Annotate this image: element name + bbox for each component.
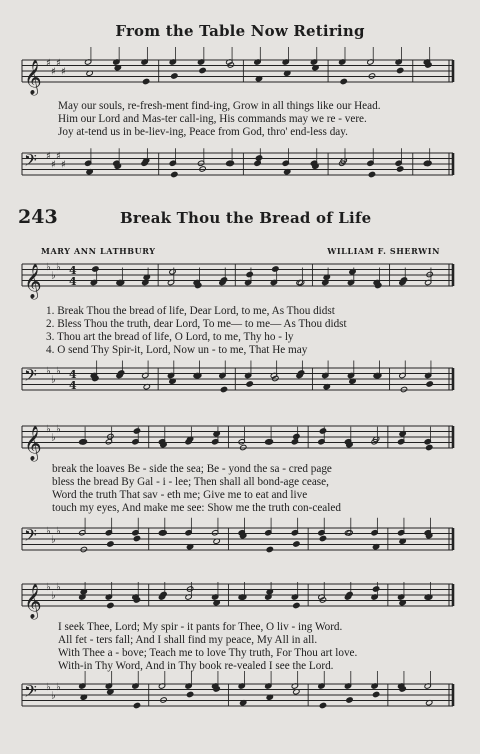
- note-head: [240, 444, 247, 450]
- treble-staff: [0, 576, 480, 626]
- note-head: [142, 78, 149, 84]
- verse-line: bless the bread By Gal - i - lee; Then shall all bond-age cease,: [52, 476, 329, 488]
- treble-staff: [0, 256, 480, 306]
- treble-clef-icon: 𝄞: [24, 584, 42, 619]
- sharp-icon: ♯: [56, 58, 61, 69]
- note-head: [372, 586, 379, 592]
- note-head: [186, 691, 193, 697]
- sharp-icon: ♯: [46, 151, 51, 162]
- verse-line: All fet - ters fall; And I shall find my peace, My All in all.: [58, 634, 318, 646]
- note-head: [319, 597, 326, 603]
- flat-icon: ♭: [51, 432, 56, 444]
- note-head: [368, 171, 375, 177]
- flat-icon: ♭: [51, 270, 56, 282]
- note-head: [220, 277, 227, 283]
- note-head: [297, 370, 304, 376]
- note-head: [293, 602, 300, 608]
- note-head: [160, 697, 167, 703]
- note-head: [346, 697, 353, 703]
- flat-icon: ♭: [51, 590, 56, 602]
- hymn-title: Break Thou the Bread of Life: [120, 209, 372, 227]
- flat-icon: ♭: [46, 682, 51, 693]
- note-head: [293, 541, 300, 547]
- bass-clef-icon: 𝄢: [24, 150, 37, 174]
- note-head: [319, 428, 326, 434]
- note-head: [133, 535, 140, 541]
- sharp-icon: ♯: [51, 159, 56, 171]
- note-head: [255, 155, 262, 161]
- flat-icon: ♭: [56, 366, 61, 377]
- note-head: [319, 702, 326, 708]
- verse-line: 4. O send Thy Spir-it, Lord, Now un - to me, That He may: [46, 344, 308, 356]
- sharp-icon: ♯: [51, 66, 56, 78]
- note-head: [340, 78, 347, 84]
- flat-icon: ♭: [46, 526, 51, 537]
- note-head: [160, 591, 167, 597]
- hymn-title-top: From the Table Now Retiring: [115, 22, 365, 40]
- note-head: [272, 375, 279, 381]
- sharp-icon: ♯: [46, 58, 51, 69]
- bass-clef-icon: 𝄢: [24, 365, 37, 389]
- note-head: [266, 546, 273, 552]
- flat-icon: ♭: [56, 682, 61, 693]
- treble-clef-icon: 𝄞: [24, 426, 42, 461]
- note-head: [372, 691, 379, 697]
- flat-icon: ♭: [46, 366, 51, 377]
- flat-icon: ♭: [46, 262, 51, 273]
- lyricist-credit: MARY ANN LATHBURY: [41, 246, 156, 256]
- note-head: [107, 541, 114, 547]
- bass-staff: [0, 360, 480, 410]
- note-head: [107, 602, 114, 608]
- note-head: [107, 433, 114, 439]
- note-head: [246, 381, 253, 387]
- verse-line: 3. Thou art the bread of life, O Lord, to me, Thy ho - ly: [46, 331, 294, 343]
- treble-clef-icon: 𝄞: [24, 60, 42, 95]
- time-signature-top: 4: [69, 264, 77, 277]
- verse-line: break the loaves Be - side the sea; Be - yond the sa - cred page: [52, 463, 332, 475]
- verse-line: With-in Thy Word, And in Thy book re-vealed I see the Lord.: [58, 660, 334, 672]
- bass-staff: [0, 676, 480, 726]
- verse-line: 2. Bless Thou the truth, dear Lord, To me— to me— As Thou didst: [46, 318, 347, 330]
- note-head: [199, 166, 206, 172]
- flat-icon: ♭: [46, 582, 51, 593]
- note-head: [368, 73, 375, 79]
- note-head: [246, 271, 253, 277]
- bass-staff: [0, 520, 480, 570]
- verse-line: Joy at-tend us in be-liev-ing, Peace from God, thro' end-less day.: [58, 126, 348, 138]
- note-head: [272, 266, 279, 272]
- note-head: [220, 386, 227, 392]
- note-head: [133, 428, 140, 434]
- time-signature-bottom: 4: [69, 379, 77, 392]
- bass-staff-top: [0, 145, 480, 195]
- verse-line: I seek Thee, Lord; My spir - it pants for Thee, O liv - ing Word.: [58, 621, 343, 633]
- note-head: [199, 67, 206, 73]
- note-head: [171, 171, 178, 177]
- verse-line: With Thee a - bove; Teach me to love Thy truth, For Thou art love.: [58, 647, 358, 659]
- hymn-number: 243: [18, 206, 58, 228]
- note-head: [400, 277, 407, 283]
- note-head: [186, 586, 193, 592]
- note-head: [133, 702, 140, 708]
- sharp-icon: ♯: [61, 159, 66, 171]
- composer-credit: WILLIAM F. SHERWIN: [327, 246, 440, 256]
- flat-icon: ♭: [51, 690, 56, 702]
- flat-icon: ♭: [56, 582, 61, 593]
- note-head: [396, 166, 403, 172]
- note-head: [117, 370, 124, 376]
- time-signature-bottom: 4: [69, 275, 77, 288]
- flat-icon: ♭: [56, 262, 61, 273]
- note-head: [227, 62, 234, 68]
- note-head: [92, 266, 99, 272]
- verse-line: May our souls, re-fresh-ment find-ing, Grow in all things like our Head.: [58, 100, 381, 112]
- flat-icon: ♭: [51, 534, 56, 546]
- flat-icon: ♭: [46, 424, 51, 435]
- treble-clef-icon: 𝄞: [24, 264, 42, 299]
- note-head: [426, 381, 433, 387]
- flat-icon: ♭: [56, 526, 61, 537]
- treble-staff-top: [0, 52, 480, 102]
- verse-line: Him our Lord and Mas-ter call-ing, His commands may we re - vere.: [58, 113, 367, 125]
- sharp-icon: ♯: [56, 151, 61, 162]
- bass-clef-icon: 𝄢: [24, 525, 37, 549]
- note-head: [426, 271, 433, 277]
- note-head: [396, 67, 403, 73]
- note-head: [293, 433, 300, 439]
- bass-clef-icon: 𝄢: [24, 681, 37, 705]
- note-head: [346, 591, 353, 597]
- treble-staff: [0, 418, 480, 468]
- note-head: [319, 535, 326, 541]
- time-signature-top: 4: [69, 368, 77, 381]
- sharp-icon: ♯: [61, 66, 66, 78]
- verse-line: 1. Break Thou the bread of life, Dear Lord, to me, As Thou didst: [46, 305, 335, 317]
- flat-icon: ♭: [56, 424, 61, 435]
- verse-line: Word the truth That sav - eth me; Give me to eat and live: [52, 489, 308, 501]
- note-head: [80, 546, 87, 552]
- note-head: [171, 73, 178, 79]
- verse-line: touch my eyes, And make me see: Show me the truth con-cealed: [52, 502, 341, 514]
- flat-icon: ♭: [51, 374, 56, 386]
- note-head: [400, 386, 407, 392]
- note-head: [426, 444, 433, 450]
